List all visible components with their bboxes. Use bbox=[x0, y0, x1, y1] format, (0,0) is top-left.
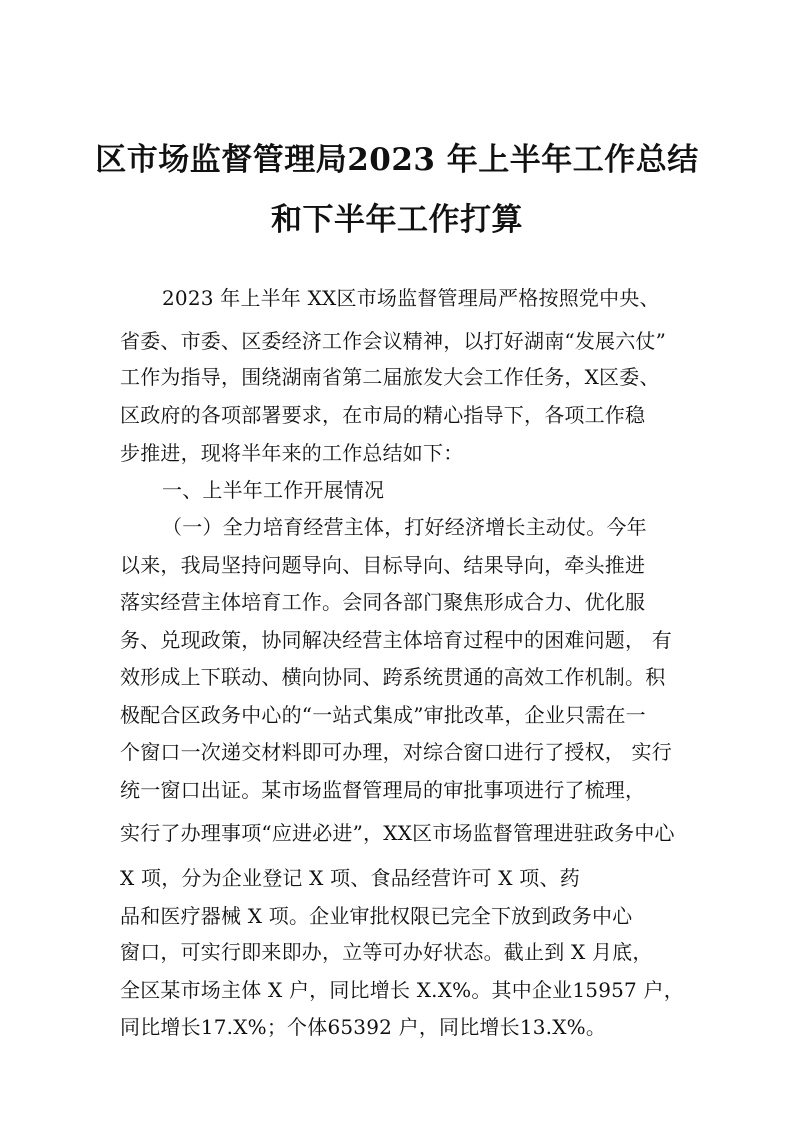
paragraph-line: 务、兑现政策，协同解决经营主体培育过程中的困难问题， 有 bbox=[120, 628, 672, 652]
paragraph-line: 省委、市委、区委经济工作会议精神，以打好湖南“发展六仗” bbox=[120, 329, 667, 353]
paragraph-line: X 项，分为企业登记 X 项、食品经营许可 X 项、药 bbox=[120, 866, 580, 890]
paragraph-line: 全区某市场主体 X 户，同比增长 X.X%。其中企业15957 户， bbox=[120, 978, 684, 1002]
paragraph-line: 落实经营主体培育工作。会同各部门聚焦形成合力、优化服 bbox=[120, 590, 646, 614]
paragraph-line: 以来，我局坚持问题导向、目标导向、结果导向，牵头推进 bbox=[120, 553, 646, 577]
paragraph-line: 个窗口一次递交材料即可办理，对综合窗口进行了授权， 实行 bbox=[120, 740, 672, 764]
document-title-line-2: 和下半年工作打算 bbox=[271, 202, 523, 238]
paragraph-line: 同比增长17.X%；个体65392 户，同比增长13.X%。 bbox=[120, 1015, 607, 1039]
document-title-line-1: 区市场监督管理局2023 年上半年工作总结 bbox=[95, 142, 699, 178]
paragraph-line: 品和医疗器械 X 项。企业审批权限已完全下放到政务中心 bbox=[120, 904, 633, 928]
section-heading: 一、上半年工作开展情况 bbox=[162, 478, 385, 502]
paragraph-line: 步推进，现将半年来的工作总结如下： bbox=[120, 441, 464, 465]
subsection-heading-line: （一）全力培育经营主体，打好经济增长主动仗。今年 bbox=[162, 515, 647, 539]
paragraph-line: 实行了办理事项“应进必进”，XX区市场监督管理进驻政务中心 bbox=[120, 821, 675, 845]
paragraph-line: 工作为指导，围绕湖南省第二届旅发大会工作任务，X区委、 bbox=[120, 365, 660, 389]
paragraph-line: 极配合区政务中心的“一站式集成”审批改革，企业只需在一 bbox=[120, 703, 646, 727]
paragraph-line: 区政府的各项部署要求，在市局的精心指导下，各项工作稳 bbox=[120, 403, 646, 427]
paragraph-line: 窗口，可实行即来即办，立等可办好状态。截止到 X 月底， bbox=[120, 940, 653, 964]
paragraph-line: 效形成上下联动、横向协同、跨系统贯通的高效工作机制。积 bbox=[120, 665, 666, 689]
paragraph-line: 2023 年上半年 XX区市场监督管理局严格按照党中央、 bbox=[162, 286, 660, 310]
paragraph-line: 统一窗口出证。某市场监督管理局的审批事项进行了梳理， bbox=[120, 778, 646, 802]
